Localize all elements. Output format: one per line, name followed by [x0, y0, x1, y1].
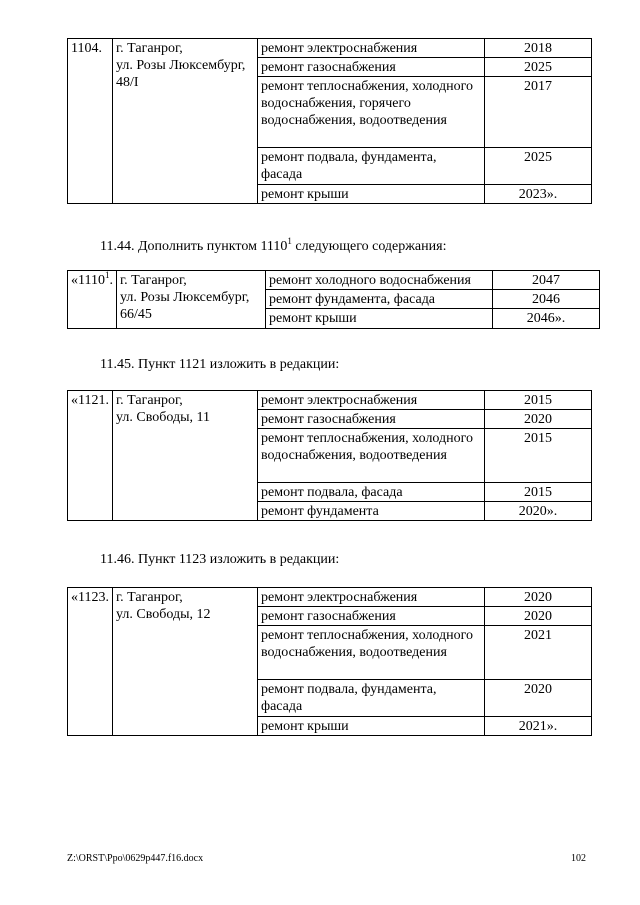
work-name: ремонт электроснабжения [258, 39, 485, 58]
item-number: «1123. [68, 588, 113, 736]
work-name: ремонт газоснабжения [258, 58, 485, 77]
item-number: «1110$^1$. [68, 271, 117, 329]
work-name: ремонт подвала, фасада [258, 483, 485, 502]
work-year: 2047 [493, 271, 600, 290]
work-year: 2020 [485, 410, 592, 429]
table-item-1110-1 [67, 270, 600, 329]
table-item-1104 [67, 38, 592, 204]
item-number: «1121. [68, 391, 113, 521]
footer-file-path: Z:\ORST\Ppo\0629p447.f16.docx [67, 853, 204, 864]
work-name: ремонт крыши [266, 309, 493, 329]
work-year: 2020». [485, 502, 592, 521]
work-name: ремонт подвала, фундамента, фасада [258, 680, 485, 717]
work-year: 2020 [485, 588, 592, 607]
work-year: 2025 [485, 148, 592, 185]
item-address: г. Таганрог, ул. Розы Люксембург, 66/45 [117, 271, 266, 329]
work-year: 2018 [485, 39, 592, 58]
work-year: 2021 [485, 626, 592, 680]
work-year: 2015 [485, 429, 592, 483]
work-name: ремонт холодного водоснабжения [266, 271, 493, 290]
work-year: 2021». [485, 717, 592, 736]
item-number: 1104. [68, 39, 113, 204]
work-year: 2015 [485, 483, 592, 502]
work-name: ремонт фундамента [258, 502, 485, 521]
footer-page-number: 102 [571, 853, 586, 864]
work-year: 2020 [485, 680, 592, 717]
work-name: ремонт газоснабжения [258, 607, 485, 626]
work-name: ремонт теплоснабжения, холодного водоснабжения, водоотведения [258, 429, 485, 483]
work-year: 2025 [485, 58, 592, 77]
work-year: 2017 [485, 77, 592, 148]
work-name: ремонт фундамента, фасада [266, 290, 493, 309]
paragraph-11-46: 11.46. Пункт 1123 изложить в редакции: [100, 552, 340, 567]
item-address: г. Таганрог, ул. Свободы, 12 [113, 588, 258, 736]
work-name: ремонт крыши [258, 717, 485, 736]
table-item-1121 [67, 390, 592, 521]
work-year: 2015 [485, 391, 592, 410]
work-year: 2046 [493, 290, 600, 309]
item-address: г. Таганрог, ул. Свободы, 11 [113, 391, 258, 521]
work-name: ремонт теплоснабжения, холодного водоснабжения, водоотведения [258, 626, 485, 680]
work-name: ремонт крыши [258, 185, 485, 204]
work-name: ремонт подвала, фундамента, фасада [258, 148, 485, 185]
work-year: 2020 [485, 607, 592, 626]
work-name: ремонт электроснабжения [258, 588, 485, 607]
work-name: ремонт электроснабжения [258, 391, 485, 410]
work-year: 2023». [485, 185, 592, 204]
item-address: г. Таганрог, ул. Розы Люксембург, 48/I [113, 39, 258, 204]
work-year: 2046». [493, 309, 600, 329]
paragraph-11-44: 11.44. Дополнить пунктом 1110$^1$ следующего содержания: [100, 236, 447, 254]
work-name: ремонт газоснабжения [258, 410, 485, 429]
paragraph-11-45: 11.45. Пункт 1121 изложить в редакции: [100, 357, 340, 372]
table-item-1123 [67, 587, 592, 736]
work-name: ремонт теплоснабжения, холодного водоснабжения, горячего водоснабжения, водоотведения [258, 77, 485, 148]
